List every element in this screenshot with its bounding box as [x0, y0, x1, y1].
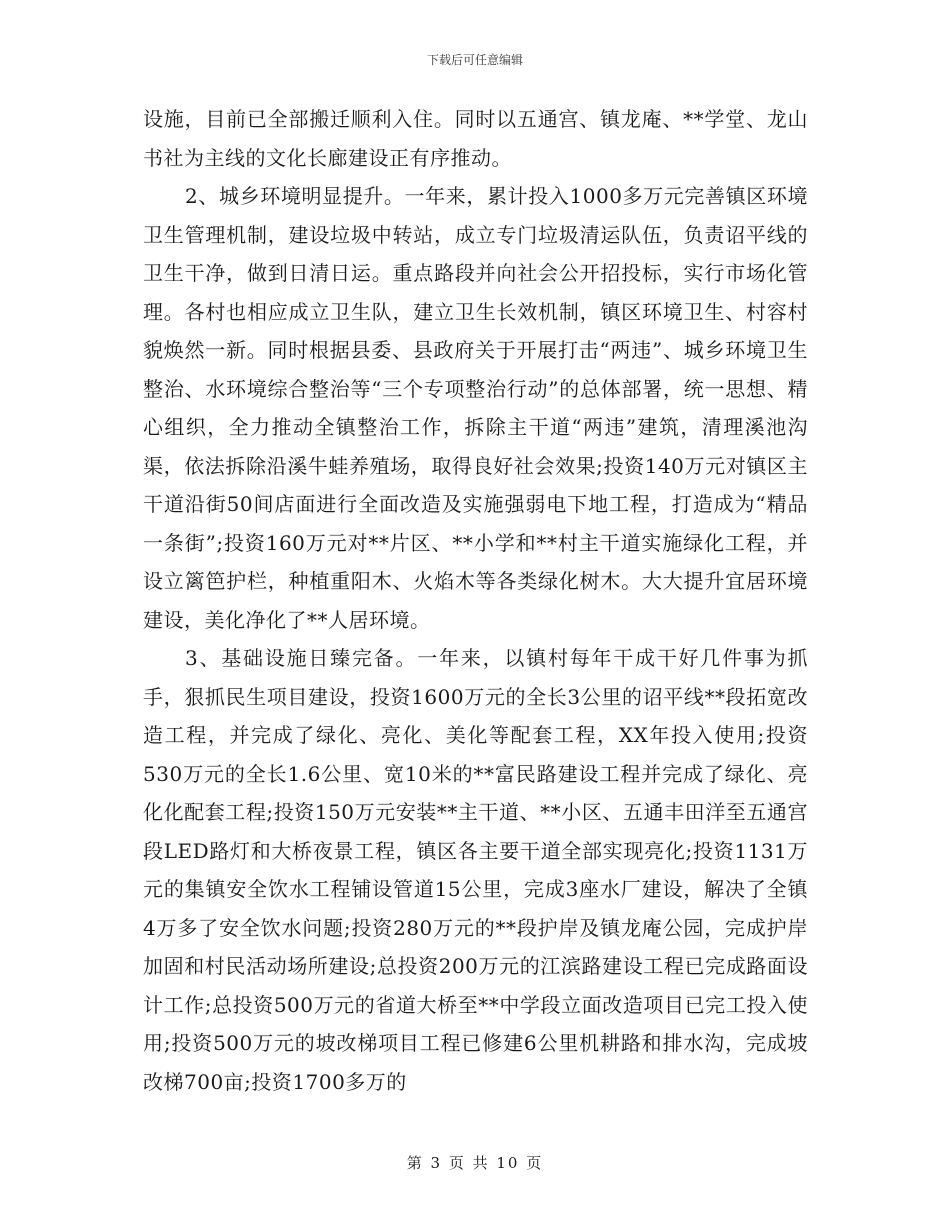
page-header-note: 下载后可任意编辑	[426, 53, 523, 67]
paragraph-infrastructure: 3、基础设施日臻完备。一年来，以镇村每年干成干好几件事为抓手，狠抓民生项目建设，投资1600万元的全长3公里的诏平线**段拓宽改造工程，并完成了绿化、亮化、美化等配套工程，XX年投入使用;投资530万元的全长1.6公里、宽10米的**富民路建设工程并完成了绿化、亮化化配套工程;投资150万元安装**主干道、**小区、五通丰田洋至五通宫段LED路灯和大桥夜景工程，镇区各主要干道全部实现亮化;投资1131万元的集镇安全饮水工程铺设管道15公里，完成3座水厂建设，解决了全镇4万多了安全饮水问题;投资280万元的**段护岸及镇龙庵公园，完成护岸加固和村民活动场所建设;总投资200万元的江滨路建设工程已完成路面设计工作;总投资500万元的省道大桥至**中学段立面改造项目已完工投入使用;投资500万元的坡改梯项目工程已修建6公里机耕路和排水沟，完成坡改梯700亩;投资1700多万的	[143, 646, 808, 1094]
document-body	[143, 100, 808, 1101]
page-number-footer: 第 3 页 共 10 页	[406, 1154, 544, 1172]
paragraph-continuation: 设施，目前已全部搬迁顺利入住。同时以五通宫、镇龙庵、**学堂、龙山书社为主线的文化长廊建设正有序推动。	[143, 107, 808, 170]
paragraph-urban-rural-environment: 2、城乡环境明显提升。一年来，累计投入1000多万元完善镇区环境卫生管理机制，建设垃圾中转站，成立专门垃圾清运队伍，负责诏平线的卫生干净，做到日清日运。重点路段并向社会公开招投标，实行市场化管理。各村也相应成立卫生队，建立卫生长效机制，镇区环境卫生、村容村貌焕然一新。同时根据县委、县政府关于开展打击“两违”、城乡环境卫生整治、水环境综合整治等“三个专项整治行动”的总体部署，统一思想、精心组织，全力推动全镇整治工作，拆除主干道“两违”建筑，清理溪池沟渠，依法拆除沿溪牛蛙养殖场，取得良好社会效果;投资140万元对镇区主干道沿街50间店面进行全面改造及实施强弱电下地工程，打造成为“精品一条街”;投资160万元对**片区、**小学和**村主干道实施绿化工程，并设立篱笆护栏，种植重阳木、火焰木等各类绿化树木。大大提升宜居环境建设，美化净化了**人居环境。	[143, 184, 808, 632]
